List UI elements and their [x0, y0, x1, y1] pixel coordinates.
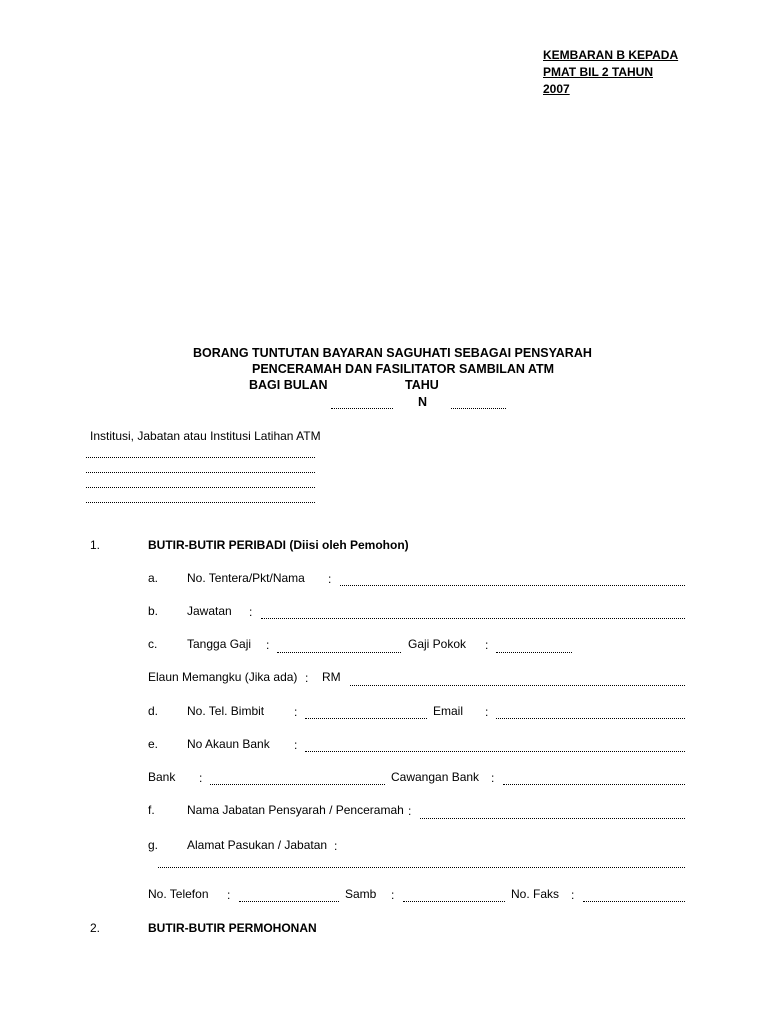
institution-line-4[interactable]	[86, 502, 315, 503]
field-f-input-line[interactable]	[420, 818, 685, 819]
section-1-heading: BUTIR-BUTIR PERIBADI (Diisi oleh Pemohon)	[148, 538, 409, 552]
field-f-label: Nama Jabatan Pensyarah / Penceramah	[187, 803, 404, 817]
field-c-label-2: Gaji Pokok	[408, 637, 467, 651]
faks-label: No. Faks	[511, 887, 560, 901]
section-1-number: 1.	[90, 538, 101, 552]
colon: :	[294, 738, 298, 752]
field-e-label: No Akaun Bank	[187, 737, 270, 751]
colon: :	[485, 638, 489, 652]
colon: :	[294, 705, 298, 719]
telefon-input-line[interactable]	[239, 901, 339, 902]
gaji-pokok-input-line[interactable]	[496, 652, 572, 653]
colon: :	[328, 572, 332, 586]
form-title-line-2: PENCERAMAH DAN FASILITATOR SAMBILAN ATM	[252, 362, 555, 376]
form-title-line-1: BORANG TUNTUTAN BAYARAN SAGUHATI SEBAGAI PENSYARAH	[193, 346, 592, 360]
field-c-label: Tangga Gaji	[187, 637, 252, 651]
colon: :	[485, 705, 489, 719]
tahun-input-line[interactable]	[451, 408, 506, 409]
institution-label: Institusi, Jabatan atau Institusi Latihan ATM	[90, 429, 321, 443]
institution-line-3[interactable]	[86, 487, 315, 488]
field-f-letter: f.	[148, 803, 155, 817]
colon: :	[408, 804, 412, 818]
field-b-label: Jawatan	[187, 604, 232, 618]
institution-line-2[interactable]	[86, 472, 315, 473]
colon: :	[571, 888, 575, 902]
elaun-currency: RM	[322, 670, 341, 684]
cawangan-input-line[interactable]	[503, 784, 685, 785]
colon: :	[305, 671, 309, 685]
field-a-label: No. Tentera/Pkt/Nama	[187, 571, 305, 585]
faks-input-line[interactable]	[583, 901, 685, 902]
colon: :	[334, 839, 338, 853]
field-c-letter: c.	[148, 637, 158, 651]
bagi-bulan-label: BAGI BULAN	[249, 378, 328, 392]
field-b-input-line[interactable]	[261, 618, 685, 619]
field-e-input-line[interactable]	[305, 751, 685, 752]
section-2-heading: BUTIR-BUTIR PERMOHONAN	[148, 921, 317, 935]
tahun-label-top: TAHU	[405, 378, 439, 392]
reference-line-2: PMAT BIL 2 TAHUN	[543, 65, 653, 79]
bank-label: Bank	[148, 770, 176, 784]
reference-line-3: 2007	[543, 82, 570, 96]
telefon-label: No. Telefon	[148, 887, 209, 901]
bulan-input-line[interactable]	[331, 408, 393, 409]
colon: :	[199, 771, 203, 785]
bank-input-line[interactable]	[210, 784, 385, 785]
field-d-label-2: Email	[433, 704, 464, 718]
field-g-input-line[interactable]	[158, 867, 685, 868]
email-input-line[interactable]	[496, 718, 685, 719]
field-g-letter: g.	[148, 838, 159, 852]
colon: :	[266, 638, 270, 652]
colon: :	[491, 771, 495, 785]
field-a-letter: a.	[148, 571, 159, 585]
reference-line-1: KEMBARAN B KEPADA	[543, 48, 679, 62]
field-d-input-line[interactable]	[305, 718, 427, 719]
field-a-input-line[interactable]	[340, 585, 685, 586]
colon: :	[227, 888, 231, 902]
colon: :	[249, 605, 253, 619]
elaun-input-line[interactable]	[350, 685, 685, 686]
field-d-letter: d.	[148, 704, 159, 718]
tahun-label-bottom: N	[418, 395, 428, 409]
field-g-label: Alamat Pasukan / Jabatan	[187, 838, 328, 852]
section-2-number: 2.	[90, 921, 101, 935]
colon: :	[391, 888, 395, 902]
field-e-letter: e.	[148, 737, 159, 751]
field-b-letter: b.	[148, 604, 159, 618]
samb-label: Samb	[345, 887, 377, 901]
field-d-label: No. Tel. Bimbit	[187, 704, 265, 718]
samb-input-line[interactable]	[403, 901, 505, 902]
elaun-label: Elaun Memangku (Jika ada)	[148, 670, 298, 684]
cawangan-label: Cawangan Bank	[391, 770, 480, 784]
field-c-input-line[interactable]	[277, 652, 401, 653]
institution-line-1[interactable]	[86, 457, 315, 458]
